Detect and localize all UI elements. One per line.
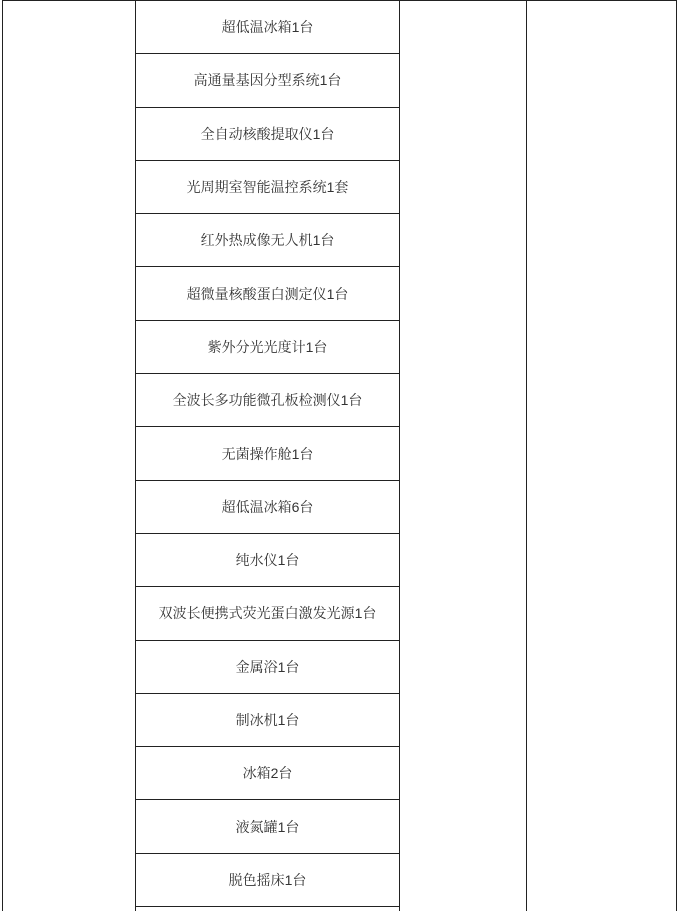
table-row-partial [136, 907, 399, 911]
equipment-cell-text: 脱色摇床1台 [228, 871, 307, 888]
equipment-cell-text: 冰箱2台 [242, 765, 293, 782]
equipment-cell-text: 液氮罐1台 [235, 818, 300, 835]
table-row [136, 800, 399, 853]
equipment-cell-text: 无菌操作舱1台 [221, 445, 314, 462]
equipment-cell-text: 金属浴1台 [235, 658, 300, 675]
table-row [136, 427, 399, 480]
table-row [136, 321, 399, 374]
table-column-right-empty-1 [400, 1, 527, 911]
table-row [136, 587, 399, 640]
table-row [136, 1, 399, 54]
table-row [136, 374, 399, 427]
table-row [136, 641, 399, 694]
table-column-right-empty-2 [527, 1, 676, 911]
table-row [136, 214, 399, 267]
table-row [136, 534, 399, 587]
table-column-left-empty [3, 1, 136, 911]
equipment-cell-text: 红外热成像无人机1台 [200, 232, 335, 249]
table-row [136, 854, 399, 907]
table-row [136, 267, 399, 320]
equipment-cell-text: 紫外分光光度计1台 [207, 338, 328, 355]
equipment-cell-text: 光周期室智能温控系统1套 [186, 179, 349, 196]
table-row [136, 747, 399, 800]
equipment-cell-text: 全波长多功能微孔板检测仪1台 [172, 392, 363, 409]
equipment-cell-text: 双波长便携式荧光蛋白激发光源1台 [158, 605, 377, 622]
equipment-cell-text: 全自动核酸提取仪1台 [200, 125, 335, 142]
equipment-cell-text: 高通量基因分型系统1台 [193, 72, 342, 89]
table-row [136, 54, 399, 107]
equipment-cell-text: 超低温冰箱1台 [221, 19, 314, 36]
equipment-table [2, 0, 677, 911]
equipment-cell-text: 制冰机1台 [235, 712, 300, 728]
equipment-cell-text: 超低温冰箱6台 [221, 498, 314, 515]
table-row [136, 694, 399, 747]
table-column-equipment [136, 1, 400, 911]
equipment-cell-text: 纯水仪1台 [235, 552, 300, 569]
table-row [136, 108, 399, 161]
table-row [136, 481, 399, 534]
equipment-cell-text: 超微量核酸蛋白测定仪1台 [186, 285, 349, 302]
table-row [136, 161, 399, 214]
